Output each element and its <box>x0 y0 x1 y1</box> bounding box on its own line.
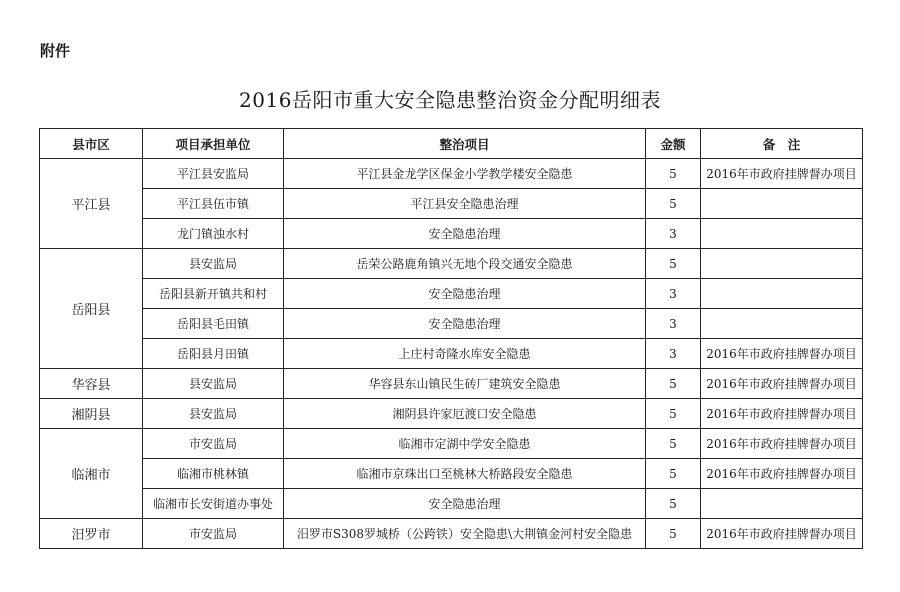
unit-cell: 县安监局 <box>143 399 284 429</box>
project-cell: 平江县金龙学区保金小学教学楼安全隐患 <box>284 159 646 189</box>
unit-cell: 岳阳县月田镇 <box>143 339 284 369</box>
project-cell: 汨罗市S308罗城桥（公跨铁）安全隐患\大荆镇金河村安全隐患 <box>284 519 646 549</box>
amount-cell: 3 <box>646 219 701 249</box>
table-row <box>40 189 863 219</box>
amount-cell: 5 <box>646 429 701 459</box>
table-row <box>40 459 863 489</box>
amount-cell: 5 <box>646 489 701 519</box>
table-row <box>40 489 863 519</box>
table-row <box>40 159 863 189</box>
page-title: 2016岳阳市重大安全隐患整治资金分配明细表 <box>239 88 661 112</box>
remark-cell <box>701 219 863 249</box>
header-remark: 备 注 <box>701 129 863 159</box>
amount-cell: 5 <box>646 249 701 279</box>
remark-cell: 2016年市政府挂牌督办项目 <box>701 369 863 399</box>
amount-cell: 5 <box>646 369 701 399</box>
district-cell: 岳阳县 <box>40 249 143 369</box>
remark-cell <box>701 279 863 309</box>
project-cell: 安全隐患治理 <box>284 489 646 519</box>
project-cell: 临湘市京珠出口至桃林大桥路段安全隐患 <box>284 459 646 489</box>
unit-cell: 县安监局 <box>143 249 284 279</box>
allocation-table <box>39 128 863 549</box>
district-cell: 湘阴县 <box>40 399 143 429</box>
amount-cell: 5 <box>646 189 701 219</box>
table-row <box>40 249 863 279</box>
project-cell: 湘阴县许家厄渡口安全隐患 <box>284 399 646 429</box>
district-cell: 平江县 <box>40 159 143 249</box>
amount-cell: 5 <box>646 399 701 429</box>
table-row <box>40 429 863 459</box>
amount-cell: 5 <box>646 519 701 549</box>
project-cell: 岳荣公路鹿角镇兴无地个段交通安全隐患 <box>284 249 646 279</box>
project-cell: 临湘市定湖中学安全隐患 <box>284 429 646 459</box>
remark-cell <box>701 489 863 519</box>
project-cell: 安全隐患治理 <box>284 279 646 309</box>
district-cell: 汨罗市 <box>40 519 143 549</box>
amount-cell: 3 <box>646 339 701 369</box>
remark-cell: 2016年市政府挂牌督办项目 <box>701 159 863 189</box>
amount-cell: 3 <box>646 309 701 339</box>
table-row <box>40 399 863 429</box>
unit-cell: 临湘市桃林镇 <box>143 459 284 489</box>
project-cell: 安全隐患治理 <box>284 309 646 339</box>
unit-cell: 龙门镇浊水村 <box>143 219 284 249</box>
remark-cell <box>701 309 863 339</box>
remark-cell: 2016年市政府挂牌督办项目 <box>701 459 863 489</box>
project-cell: 安全隐患治理 <box>284 219 646 249</box>
unit-cell: 市安监局 <box>143 519 284 549</box>
table-body <box>40 159 863 549</box>
table-row <box>40 279 863 309</box>
header-district: 县市区 <box>40 129 143 159</box>
project-cell: 平江县安全隐患治理 <box>284 189 646 219</box>
remark-cell: 2016年市政府挂牌督办项目 <box>701 399 863 429</box>
table-row <box>40 519 863 549</box>
table-row <box>40 309 863 339</box>
remark-cell: 2016年市政府挂牌督办项目 <box>701 519 863 549</box>
unit-cell: 平江县伍市镇 <box>143 189 284 219</box>
attachment-label: 附件 <box>40 42 71 60</box>
remark-cell <box>701 189 863 219</box>
header-amount: 金额 <box>646 129 701 159</box>
unit-cell: 平江县安监局 <box>143 159 284 189</box>
table-row <box>40 339 863 369</box>
project-cell: 华容县东山镇民生砖厂建筑安全隐患 <box>284 369 646 399</box>
table-row <box>40 219 863 249</box>
district-cell: 华容县 <box>40 369 143 399</box>
table-row <box>40 369 863 399</box>
amount-cell: 5 <box>646 159 701 189</box>
remark-cell <box>701 249 863 279</box>
table-header-row <box>40 129 863 159</box>
project-cell: 上庄村奇隆水库安全隐患 <box>284 339 646 369</box>
amount-cell: 5 <box>646 459 701 489</box>
unit-cell: 岳阳县毛田镇 <box>143 309 284 339</box>
remark-cell: 2016年市政府挂牌督办项目 <box>701 429 863 459</box>
unit-cell: 岳阳县新开镇共和村 <box>143 279 284 309</box>
unit-cell: 临湘市长安街道办事处 <box>143 489 284 519</box>
unit-cell: 县安监局 <box>143 369 284 399</box>
header-unit: 项目承担单位 <box>143 129 284 159</box>
remark-cell: 2016年市政府挂牌督办项目 <box>701 339 863 369</box>
district-cell: 临湘市 <box>40 429 143 519</box>
header-project: 整治项目 <box>284 129 646 159</box>
amount-cell: 3 <box>646 279 701 309</box>
unit-cell: 市安监局 <box>143 429 284 459</box>
